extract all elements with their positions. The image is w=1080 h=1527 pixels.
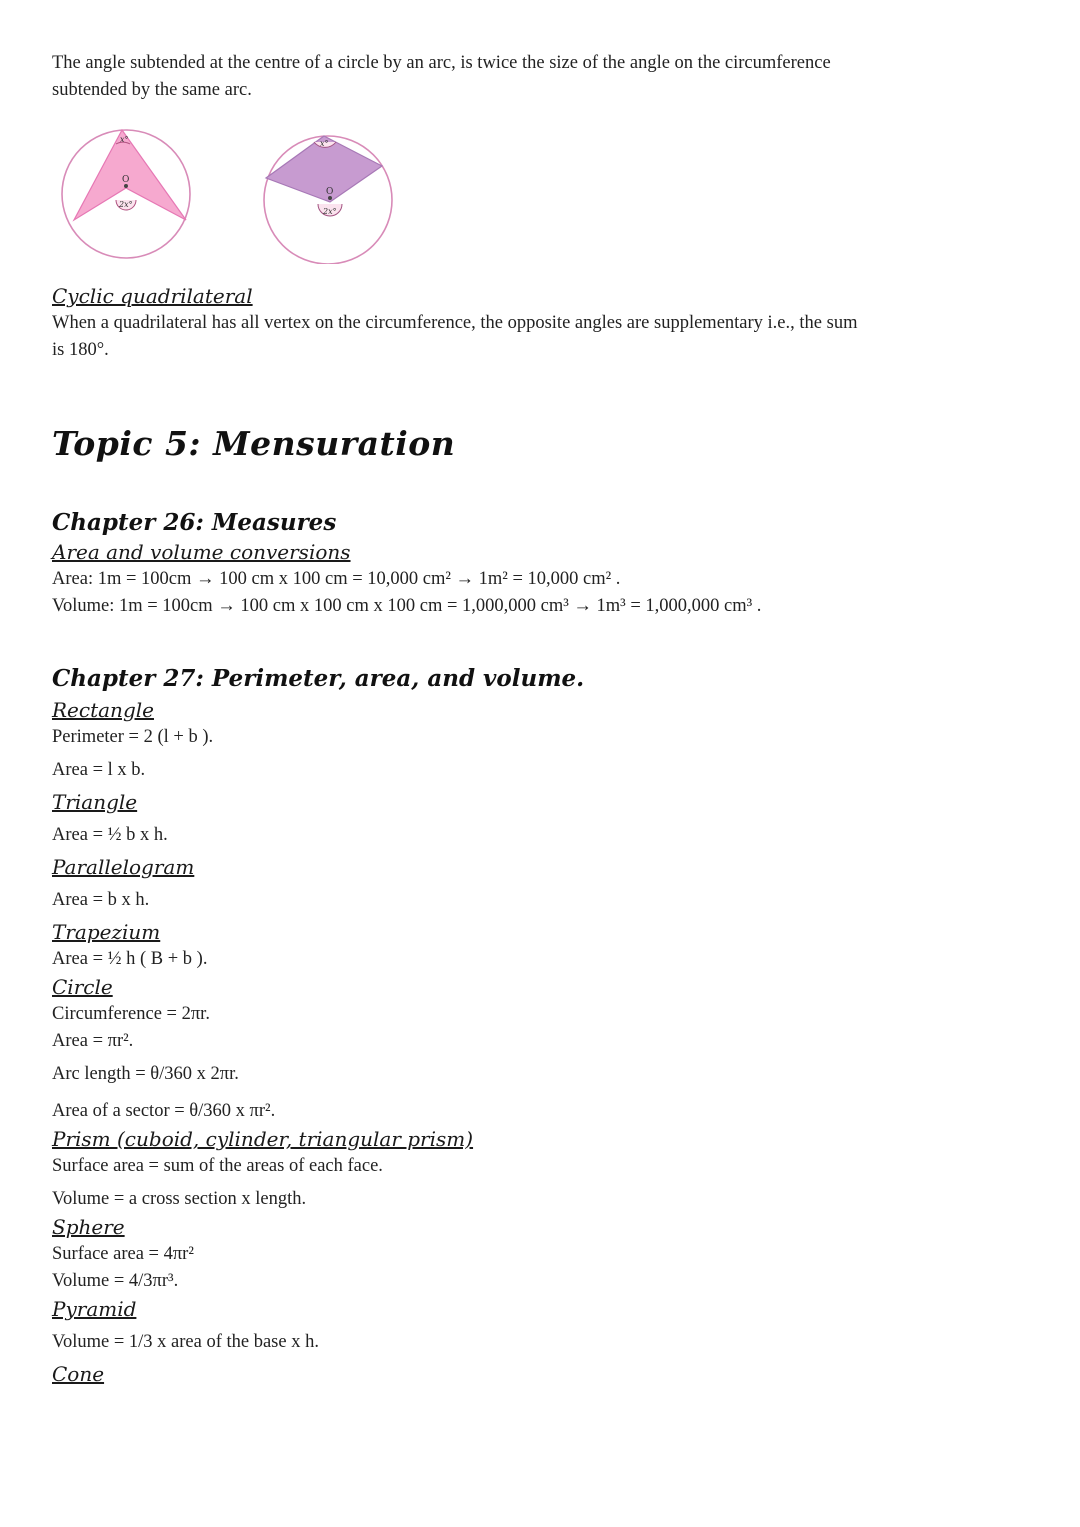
centre-label-1: O [122, 175, 130, 185]
volume-conversion: Volume: 1m = 100cm → 100 cm x 100 cm x 100 cm = 1,000,000 cm³ → 1m³ = 1,000,000 cm³ . [52, 596, 762, 616]
sector-area: Area of a sector = θ/360 x πr². [52, 1101, 276, 1121]
parallelogram-area: Area = b x h. [52, 890, 150, 910]
sphere-volume: Volume = 4/3πr³. [52, 1271, 179, 1291]
angle-centre-label-2: 2x° [323, 207, 337, 216]
pyramid-heading: Pyramid [52, 1297, 137, 1321]
rectangle-area: Area = l x b. [52, 760, 146, 780]
intro-line-2: subtended by the same arc. [52, 80, 252, 100]
chapter-27-title: Chapter 27: Perimeter, area, and volume. [52, 665, 585, 692]
trapezium-heading: Trapezium [52, 920, 161, 944]
cyclic-heading: Cyclic quadrilateral [52, 284, 253, 308]
angle-circ-label-1: x° [120, 135, 129, 144]
intro-line-1: The angle subtended at the centre of a circle by an arc, is twice the size of the angle on the circumference [52, 53, 831, 73]
prism-volume: Volume = a cross section x length. [52, 1189, 307, 1209]
cyclic-line-2: is 180°. [52, 340, 109, 360]
cyclic-line-1: When a quadrilateral has all vertex on the circumference, the opposite angles are supplementary i.e., the sum [52, 313, 858, 333]
sphere-surface-area: Surface area = 4πr² [52, 1244, 194, 1264]
figure-circle-2 [258, 124, 398, 264]
parallelogram-heading: Parallelogram [52, 855, 195, 879]
prism-surface-area: Surface area = sum of the areas of each face. [52, 1156, 383, 1176]
figure-circle-1 [56, 124, 196, 264]
sphere-heading: Sphere [52, 1215, 125, 1239]
rectangle-perimeter: Perimeter = 2 (l + b ). [52, 727, 214, 747]
centre-label-2: O [326, 187, 334, 197]
circle-circumference: Circumference = 2πr. [52, 1004, 210, 1024]
angle-centre-label-1: 2x° [119, 200, 133, 209]
arc-length: Arc length = θ/360 x 2πr. [52, 1064, 239, 1084]
area-conversion: Area: 1m = 100cm → 100 cm x 100 cm = 10,000 cm² → 1m² = 10,000 cm² . [52, 569, 621, 589]
angle-circ-label-2: x° [320, 139, 329, 148]
pyramid-volume: Volume = 1/3 x area of the base x h. [52, 1332, 319, 1352]
circle-heading: Circle [52, 975, 113, 999]
trapezium-area: Area = ½ h ( B + b ). [52, 949, 208, 969]
triangle-area: Area = ½ b x h. [52, 825, 168, 845]
circle-theorem-figures [52, 124, 1032, 274]
rectangle-heading: Rectangle [52, 698, 154, 722]
topic-title: Topic 5: Mensuration [52, 424, 456, 463]
chapter-26-title: Chapter 26: Measures [52, 509, 337, 536]
circle-area: Area = πr². [52, 1031, 134, 1051]
conversions-heading: Area and volume conversions [52, 540, 351, 564]
prism-heading: Prism (cuboid, cylinder, triangular prism) [52, 1127, 474, 1151]
triangle-heading: Triangle [52, 790, 138, 814]
page [52, 50, 1032, 1388]
cone-heading: Cone [52, 1362, 105, 1386]
